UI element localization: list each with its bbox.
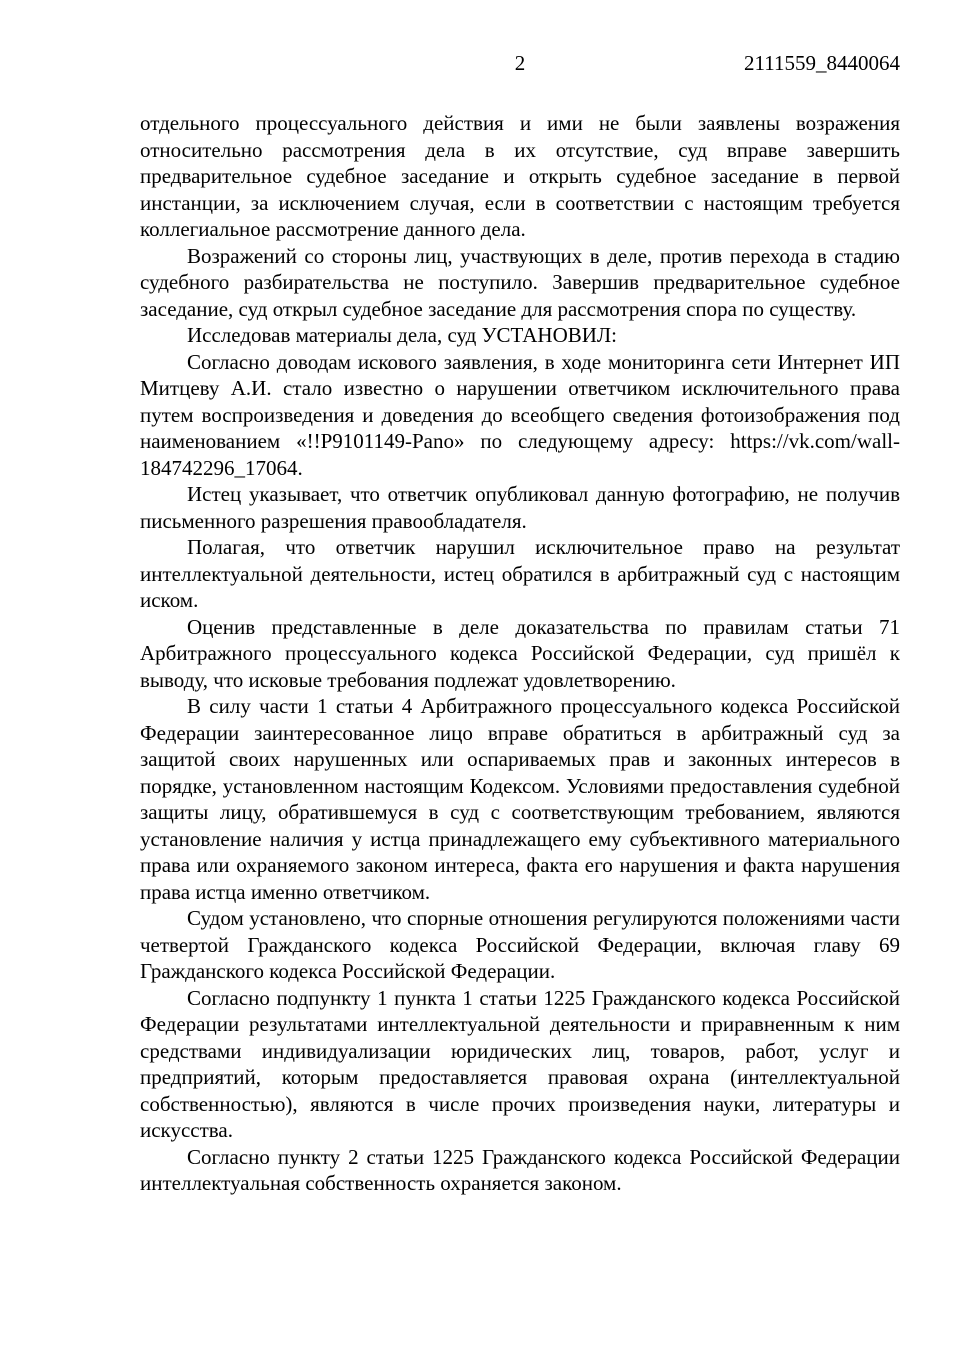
- document-body: [140, 110, 900, 1197]
- body-paragraph: Судом установлено, что спорные отношения регулируются положениями части четвертой Гражданского кодекса Российской Федерации, включая главу 69 Гражданского кодекса Российской Федерации.: [140, 906, 900, 983]
- body-paragraph: Согласно доводам искового заявления, в ходе мониторинга сети Интернет ИП Митцеву А.И. стало известно о нарушении ответчиком исключительного права путем воспроизведения и доведения до всеобщего сведения фотоизображения под наименованием «!!P9101149-Pano» по следующему адресу: https://vk.com/wall-184742296_17064.: [140, 349, 900, 480]
- page-header: [140, 50, 900, 77]
- body-paragraph: отдельного процессуального действия и ими не были заявлены возражения относительно рассмотрения дела в их отсутствие, суд вправе завершить предварительное судебное заседание и открыть судебное заседание в первой инстанции, за исключением случая, если в соответствии с настоящим требуется коллегиальное рассмотрение данного дела.: [140, 111, 900, 241]
- document-id: 2111559_8440064: [744, 51, 900, 75]
- body-paragraph: Согласно подпункту 1 пункта 1 статьи 1225 Гражданского кодекса Российской Федерации результатами интеллектуальной деятельности и приравненным к ним средствами индивидуализации юридических лиц, товаров, работ, услуг и предприятий, которым предоставляется правовая охрана (интеллектуальной собственностью), являются в числе прочих произведения науки, литературы и искусства.: [140, 985, 900, 1142]
- body-paragraph: Исследовав материалы дела, суд УСТАНОВИЛ:: [187, 323, 618, 347]
- body-paragraph: Согласно пункту 2 статьи 1225 Гражданского кодекса Российской Федерации интеллектуальная собственность охраняется законом.: [140, 1144, 900, 1195]
- body-paragraph: Полагая, что ответчик нарушил исключительное право на результат интеллектуальной деятельности, истец обратился в арбитражный суд с настоящим иском.: [140, 535, 900, 612]
- body-paragraph: В силу части 1 статьи 4 Арбитражного процессуального кодекса Российской Федерации заинтересованное лицо вправе обратиться в арбитражный суд за защитой своих нарушенных или оспариваемых прав и законных интересов в порядке, установленном настоящим Кодексом. Условиями предоставления судебной защиты лицу, обратившемуся в суд с соответствующим требованием, являются установление наличия у истца принадлежащего ему субъективного материального права или охраняемого законом интереса, факта его нарушения и факта нарушения права истца именно ответчиком.: [140, 694, 900, 904]
- page-number: 2: [514, 51, 526, 75]
- body-paragraph: Истец указывает, что ответчик опубликовал данную фотографию, не получив письменного разрешения правообладателя.: [140, 482, 900, 533]
- body-paragraph: Возражений со стороны лиц, участвующих в деле, против перехода в стадию судебного разбирательства не поступило. Завершив предварительное судебное заседание, суд открыл судебное заседание для рассмотрения спора по существу.: [140, 243, 900, 321]
- body-paragraph: Оценив представленные в деле доказательства по правилам статьи 71 Арбитражного процессуального кодекса Российской Федерации, суд пришёл к выводу, что исковые требования подлежат удовлетворению.: [140, 614, 900, 692]
